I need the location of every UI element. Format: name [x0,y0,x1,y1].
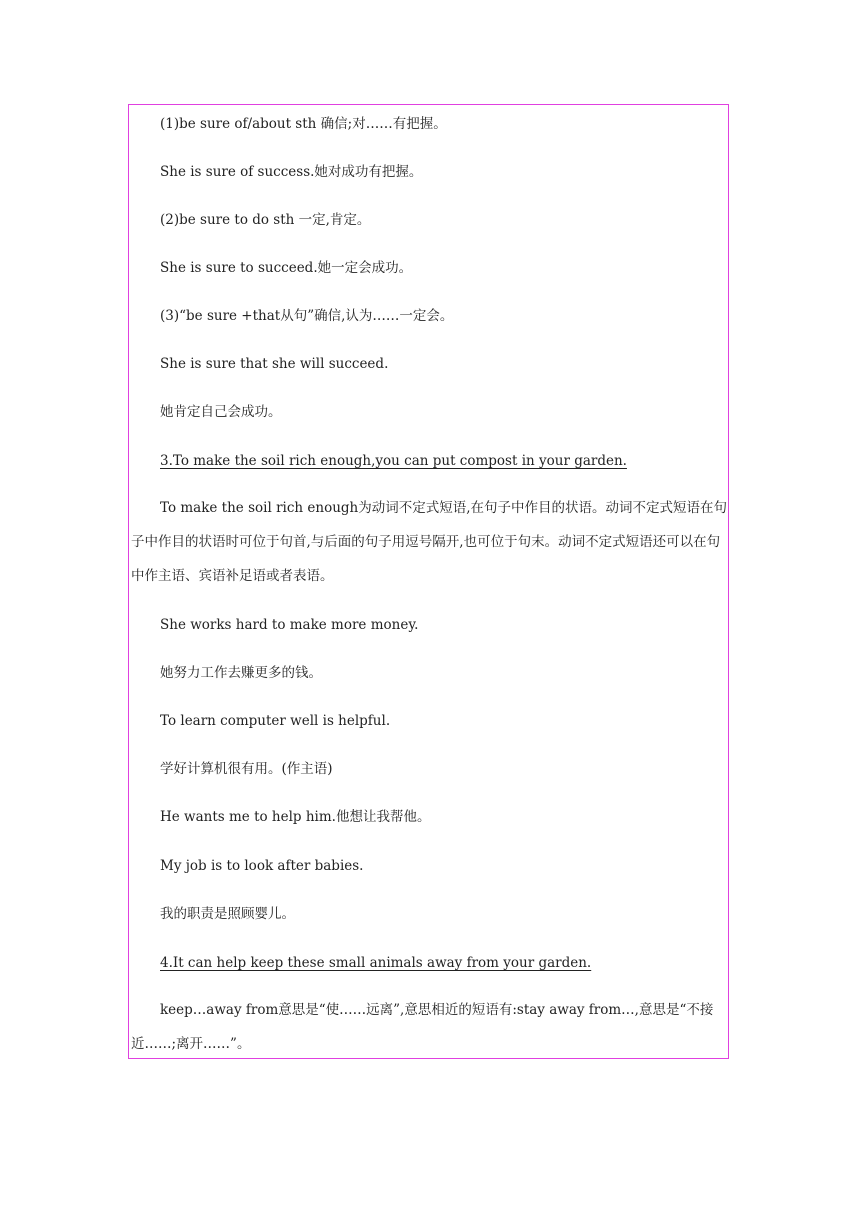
example-learn-computer: To learn computer well is helpful. [160,713,391,729]
example-works-hard-translation: 她努力工作去赚更多的钱。 [160,665,322,681]
paragraph-sure-of: (1)be sure of/about sth 确信;对……有把握。 [160,116,447,132]
paragraph-keep-away: keep…away from意思是“使……远离”,意思相近的短语有:stay away from…,意思是“不接近……;离开……”。 [131,1002,714,1052]
example-sure-to: She is sure to succeed.她一定会成功。 [160,260,413,276]
example-my-job: My job is to look after babies. [160,858,364,874]
example-learn-computer-translation: 学好计算机很有用。(作主语) [160,761,333,777]
paragraph-infinitive-explanation: To make the soil rich enough为动词不定式短语,在句子中作目的状语。动词不定式短语在句子中作目的状语时可位于句首,与后面的句子用逗号隔开,也可位于句末。动词不定式短语还可以在句中作主语、宾语补足语或者表语。 [131,500,728,584]
example-sure-that-translation: 她肯定自己会成功。 [160,404,282,420]
example-works-hard: She works hard to make more money. [160,617,419,633]
paragraph-sure-that: (3)“be sure +that从句”确信,认为……一定会。 [160,308,454,324]
example-sure-that: She is sure that she will succeed. [160,356,389,372]
heading-point-3: 3.To make the soil rich enough,you can put compost in your garden. [160,453,627,469]
example-sure-of: She is sure of success.她对成功有把握。 [160,164,423,180]
example-wants-me: He wants me to help him.他想让我帮他。 [160,809,431,825]
content-box [128,104,729,1059]
heading-point-4: 4.It can help keep these small animals away from your garden. [160,955,592,971]
example-my-job-translation: 我的职责是照顾婴儿。 [160,906,295,922]
paragraph-sure-to: (2)be sure to do sth 一定,肯定。 [160,212,371,228]
